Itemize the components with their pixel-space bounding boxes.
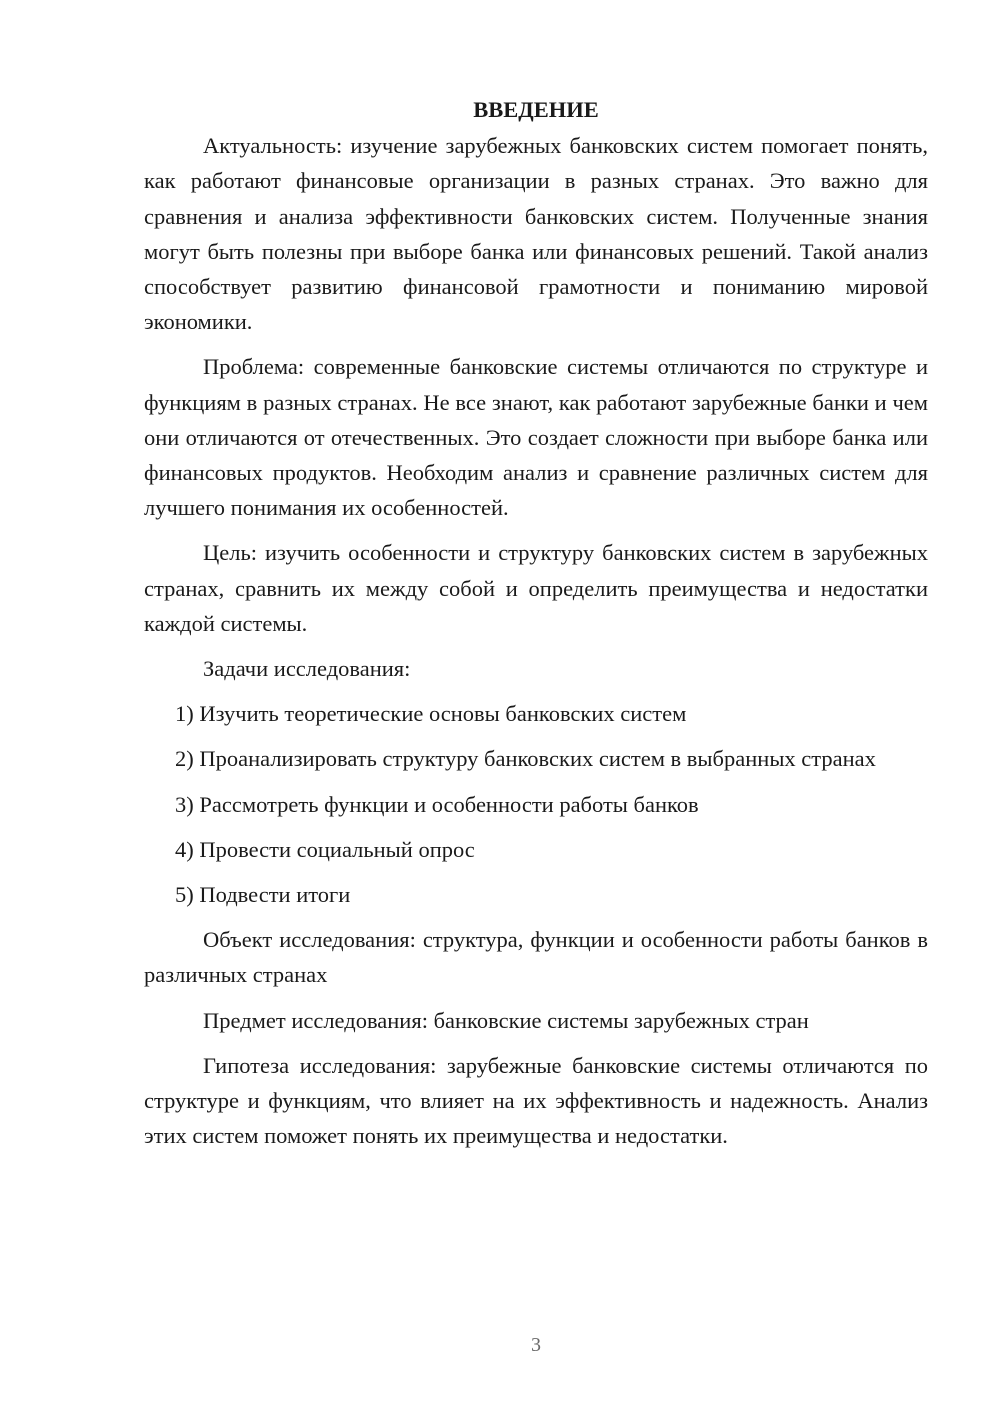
paragraph-relevance: Актуальность: изучение зарубежных банковских систем помогает понять, как работают финансовые организации в разных странах. Это важно для сравнения и анализа эффективности банковских систем. Полученные знания могут быть полезны при выборе банка или финансовых решений. Такой анализ способствует развитию финансовой грамотности и пониманию мировой экономики. — [144, 133, 928, 335]
section-title: ВВЕДЕНИЕ — [473, 97, 599, 122]
task-item: 2) Проанализировать структуру банковских систем в выбранных странах — [175, 746, 876, 772]
task-item: 5) Подвести итоги — [175, 882, 351, 908]
task-item: 3) Рассмотреть функции и особенности работы банков — [175, 791, 699, 817]
page-content — [144, 92, 928, 1163]
tasks-heading: Задачи исследования: — [203, 656, 411, 682]
paragraph-object: Объект исследования: структура, функции и особенности работы банков в различных странах — [144, 927, 928, 988]
task-item: 4) Провести социальный опрос — [175, 836, 475, 862]
paragraph-subject: Предмет исследования: банковские системы зарубежных стран — [203, 1007, 809, 1033]
task-item: 1) Изучить теоретические основы банковских систем — [175, 701, 687, 727]
page-number: 3 — [531, 1334, 541, 1356]
paragraph-problem: Проблема: современные банковские системы отличаются по структуре и функциям в разных странах. Не все знают, как работают зарубежные банки и чем они отличаются от отечественных. Это создает сложности при выборе банка или финансовых продуктов. Необходим анализ и сравнение различных систем для лучшего понимания их особенностей. — [144, 354, 928, 521]
paragraph-hypothesis: Гипотеза исследования: зарубежные банковские системы отличаются по структуре и функциям, что влияет на их эффективность и надежность. Анализ этих систем поможет понять их преимущества и недостатки. — [144, 1052, 928, 1149]
paragraph-goal: Цель: изучить особенности и структуру банковских систем в зарубежных странах, сравнить их между собой и определить преимущества и недостатки каждой системы. — [144, 540, 928, 636]
